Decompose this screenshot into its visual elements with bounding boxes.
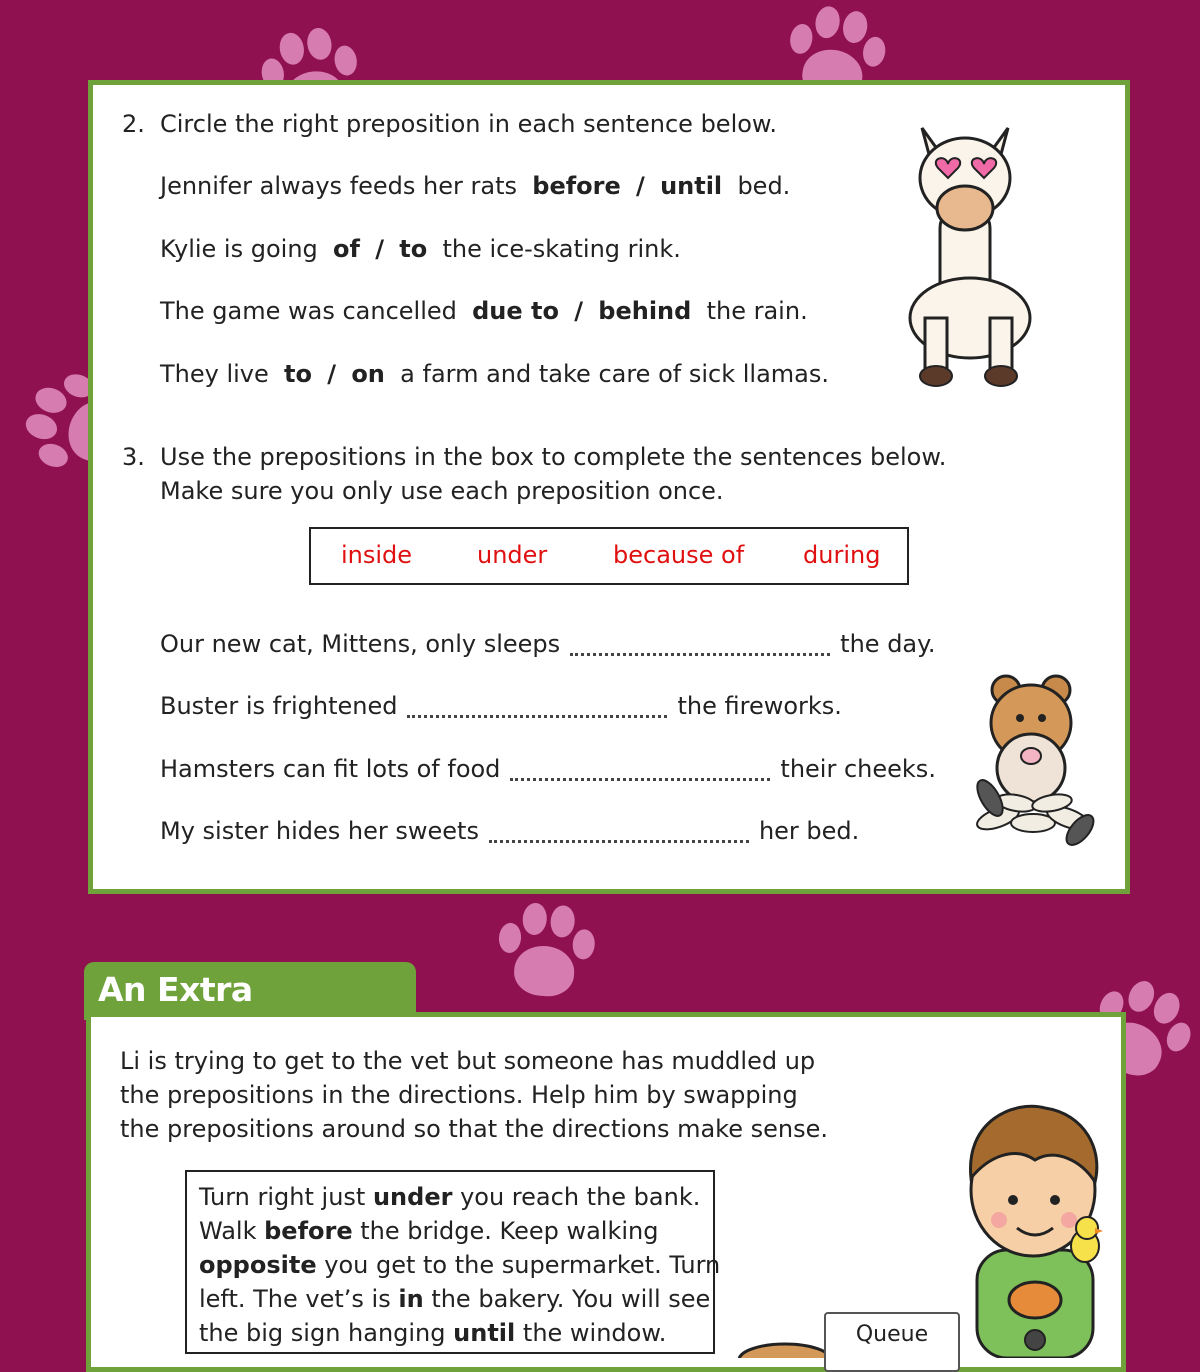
- fill-in-sentence: Our new cat, Mittens, only sleeps the day.: [160, 630, 936, 658]
- fill-in-sentence: Hamsters can fit lots of food their cheeks.: [160, 755, 936, 783]
- muddled-preposition: until: [453, 1319, 516, 1347]
- answer-blank[interactable]: [570, 631, 830, 656]
- option-word[interactable]: to: [399, 235, 428, 263]
- question-number: 3.: [122, 443, 145, 471]
- muddled-preposition: opposite: [199, 1251, 317, 1279]
- pet-illustration: [735, 1338, 835, 1358]
- circle-sentence: Jennifer always feeds her rats before / until bed.: [160, 172, 791, 200]
- word-option: inside: [341, 541, 413, 569]
- question-instruction: Circle the right preposition in each sentence below.: [160, 110, 777, 138]
- word-option: during: [803, 541, 881, 569]
- question-instruction: Make sure you only use each preposition once.: [160, 477, 724, 505]
- vet-boy-illustration: [955, 1100, 1115, 1358]
- question-number: 2.: [122, 110, 145, 138]
- answer-blank[interactable]: [510, 756, 770, 781]
- muddled-preposition: under: [372, 1183, 453, 1211]
- intro-text: the prepositions around so that the directions make sense.: [120, 1115, 828, 1143]
- option-word[interactable]: on: [351, 360, 385, 388]
- word-option: under: [477, 541, 548, 569]
- queue-sign: Queue: [824, 1312, 960, 1372]
- intro-text: Li is trying to get to the vet but someone has muddled up: [120, 1047, 816, 1075]
- paw-print-icon: [485, 891, 604, 1010]
- intro-text: the prepositions in the directions. Help him by swapping: [120, 1081, 798, 1109]
- answer-blank[interactable]: [489, 818, 749, 843]
- option-word[interactable]: until: [660, 172, 723, 200]
- llama-illustration: [900, 118, 1035, 390]
- word-option: because of: [613, 541, 745, 569]
- option-word[interactable]: to: [284, 360, 313, 388]
- fill-in-sentence: Buster is frightened the fireworks.: [160, 692, 842, 720]
- hamster-illustration: [968, 668, 1100, 850]
- muddled-preposition: in: [398, 1285, 424, 1313]
- muddled-preposition: before: [264, 1217, 353, 1245]
- circle-sentence: They live to / on a farm and take care of sick llamas.: [160, 360, 829, 388]
- question-instruction: Use the prepositions in the box to complete the sentences below.: [160, 443, 947, 471]
- section-title: An Extra: [98, 970, 253, 1009]
- fill-in-sentence: My sister hides her sweets her bed.: [160, 817, 860, 845]
- option-word[interactable]: due to: [472, 297, 559, 325]
- preposition-word-box: [309, 527, 909, 585]
- option-word[interactable]: before: [532, 172, 621, 200]
- answer-blank[interactable]: [407, 693, 667, 718]
- directions-box: Turn right just under you reach the bank. Walk before the bridge. Keep walking opposite you get to the supermarket. Turn left. The vet’s is in the bakery. You will see the big sign hanging until the window.: [185, 1170, 715, 1354]
- option-word[interactable]: of: [333, 235, 360, 263]
- circle-sentence: The game was cancelled due to / behind the rain.: [160, 297, 808, 325]
- circle-sentence: Kylie is going of / to the ice-skating rink.: [160, 235, 681, 263]
- option-word[interactable]: behind: [598, 297, 692, 325]
